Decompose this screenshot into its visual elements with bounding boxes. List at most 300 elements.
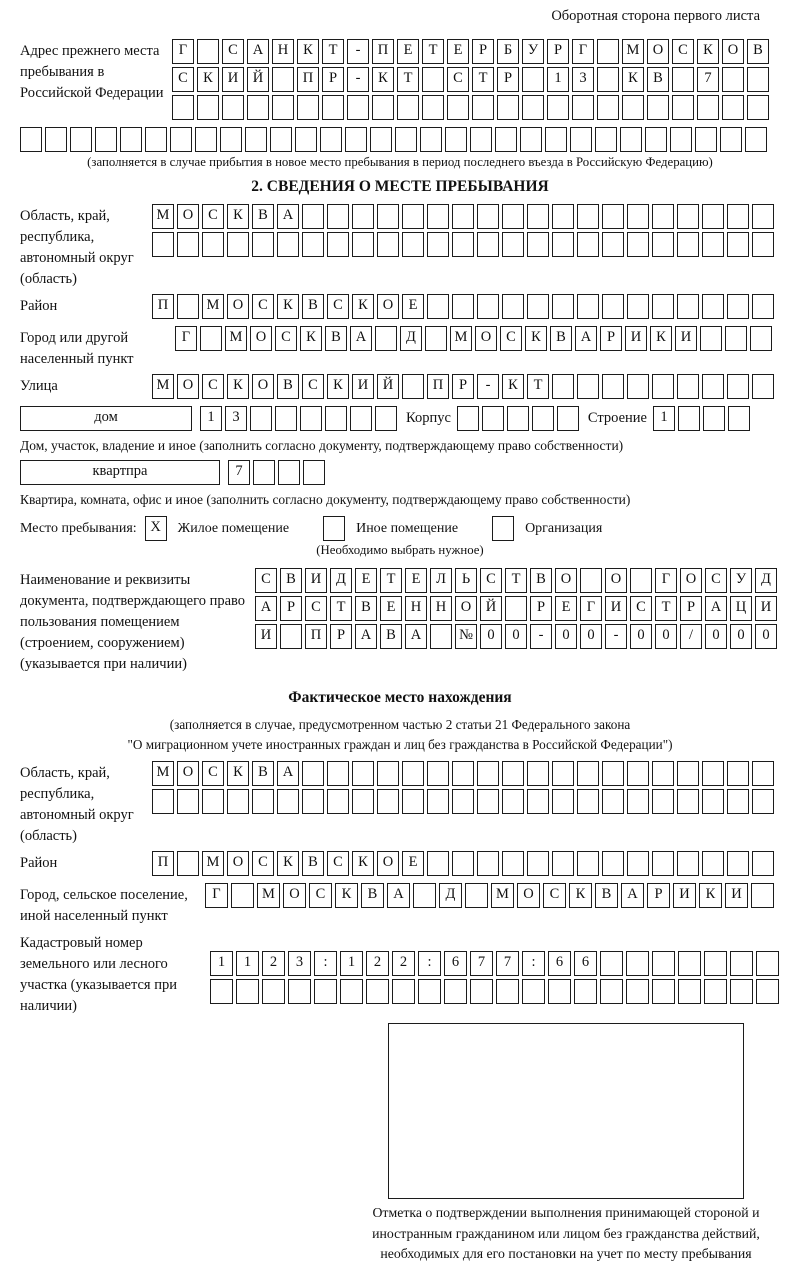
char-cell[interactable] [602,204,624,229]
char-cell[interactable]: И [673,883,696,908]
char-cell[interactable] [452,232,474,257]
char-cell[interactable] [302,204,324,229]
char-cell[interactable] [620,127,642,152]
char-cell[interactable]: В [595,883,618,908]
char-cell[interactable] [527,789,549,814]
char-cell[interactable]: 1 [547,67,569,92]
char-cell[interactable]: В [280,568,302,593]
char-cell[interactable]: О [475,326,497,351]
char-cell[interactable] [227,789,249,814]
char-cell[interactable]: 0 [730,624,752,649]
char-cell[interactable]: Т [422,39,444,64]
char-cell[interactable]: М [152,761,174,786]
char-cell[interactable]: 0 [655,624,677,649]
char-cell[interactable]: С [222,39,244,64]
stay-type-checkbox-other[interactable] [323,516,345,541]
char-cell[interactable] [314,979,337,1004]
char-cell[interactable] [652,951,675,976]
char-cell[interactable] [745,127,767,152]
char-cell[interactable] [730,951,753,976]
char-cell[interactable]: О [250,326,272,351]
char-cell[interactable]: О [605,568,627,593]
char-cell[interactable] [377,204,399,229]
char-cell[interactable]: И [725,883,748,908]
char-cell[interactable]: Ь [455,568,477,593]
char-cell[interactable]: Г [572,39,594,64]
char-cell[interactable]: М [152,374,174,399]
char-cell[interactable] [678,951,701,976]
char-cell[interactable] [577,761,599,786]
char-cell[interactable] [425,326,447,351]
char-cell[interactable]: Т [655,596,677,621]
char-cell[interactable] [677,789,699,814]
char-cell[interactable]: Г [580,596,602,621]
char-cell[interactable] [352,789,374,814]
char-cell[interactable]: Е [555,596,577,621]
char-cell[interactable] [170,127,192,152]
char-cell[interactable]: А [255,596,277,621]
char-cell[interactable]: К [699,883,722,908]
char-cell[interactable]: 2 [366,951,389,976]
char-cell[interactable]: В [252,204,274,229]
char-cell[interactable] [327,232,349,257]
char-cell[interactable]: Е [405,568,427,593]
char-cell[interactable] [202,789,224,814]
char-cell[interactable]: М [450,326,472,351]
char-cell[interactable] [752,294,774,319]
char-cell[interactable] [430,624,452,649]
char-cell[interactable] [172,95,194,120]
char-cell[interactable] [325,406,347,431]
char-cell[interactable]: В [302,294,324,319]
char-cell[interactable] [750,326,772,351]
char-cell[interactable] [120,127,142,152]
char-cell[interactable] [672,67,694,92]
char-cell[interactable] [552,374,574,399]
char-cell[interactable] [522,67,544,92]
char-cell[interactable] [595,127,617,152]
char-cell[interactable]: А [575,326,597,351]
char-cell[interactable]: О [555,568,577,593]
char-cell[interactable] [577,789,599,814]
char-cell[interactable] [445,127,467,152]
char-cell[interactable]: С [327,294,349,319]
char-cell[interactable] [577,204,599,229]
char-cell[interactable]: С [275,326,297,351]
char-cell[interactable]: О [177,761,199,786]
char-cell[interactable]: Т [397,67,419,92]
char-cell[interactable] [452,789,474,814]
char-cell[interactable]: С [480,568,502,593]
char-cell[interactable] [520,127,542,152]
char-cell[interactable] [422,95,444,120]
char-cell[interactable]: О [227,851,249,876]
char-cell[interactable] [177,789,199,814]
char-cell[interactable] [670,127,692,152]
char-cell[interactable] [627,232,649,257]
char-cell[interactable]: И [222,67,244,92]
char-cell[interactable] [277,232,299,257]
char-cell[interactable] [727,232,749,257]
char-cell[interactable] [210,979,233,1004]
char-cell[interactable]: К [352,851,374,876]
char-cell[interactable]: К [569,883,592,908]
char-cell[interactable] [427,294,449,319]
char-cell[interactable]: 3 [572,67,594,92]
char-cell[interactable] [627,204,649,229]
char-cell[interactable]: К [297,39,319,64]
char-cell[interactable] [502,232,524,257]
char-cell[interactable] [377,232,399,257]
char-cell[interactable]: С [447,67,469,92]
char-cell[interactable]: Р [322,67,344,92]
char-cell[interactable] [756,979,779,1004]
char-cell[interactable] [602,232,624,257]
char-cell[interactable]: 7 [470,951,493,976]
char-cell[interactable]: О [177,204,199,229]
char-cell[interactable]: О [177,374,199,399]
char-cell[interactable]: К [525,326,547,351]
char-cell[interactable]: К [277,851,299,876]
char-cell[interactable] [727,851,749,876]
char-cell[interactable] [345,127,367,152]
char-cell[interactable] [572,95,594,120]
char-cell[interactable]: 0 [705,624,727,649]
char-cell[interactable]: И [625,326,647,351]
char-cell[interactable] [427,851,449,876]
char-cell[interactable] [413,883,436,908]
char-cell[interactable]: 0 [505,624,527,649]
char-cell[interactable] [695,127,717,152]
char-cell[interactable]: В [550,326,572,351]
char-cell[interactable] [152,232,174,257]
char-cell[interactable] [747,95,769,120]
char-cell[interactable] [275,406,297,431]
char-cell[interactable]: Р [530,596,552,621]
char-cell[interactable] [470,127,492,152]
char-cell[interactable] [302,789,324,814]
char-cell[interactable] [202,232,224,257]
char-cell[interactable]: 7 [697,67,719,92]
char-cell[interactable] [502,761,524,786]
char-cell[interactable] [547,95,569,120]
char-cell[interactable] [70,127,92,152]
char-cell[interactable] [197,95,219,120]
char-cell[interactable]: В [361,883,384,908]
char-cell[interactable] [678,979,701,1004]
char-cell[interactable] [295,127,317,152]
char-cell[interactable] [727,761,749,786]
char-cell[interactable]: Т [380,568,402,593]
char-cell[interactable] [548,979,571,1004]
char-cell[interactable]: Г [172,39,194,64]
char-cell[interactable] [288,979,311,1004]
char-cell[interactable] [452,761,474,786]
char-cell[interactable] [527,204,549,229]
char-cell[interactable] [622,95,644,120]
char-cell[interactable] [602,294,624,319]
char-cell[interactable] [327,204,349,229]
char-cell[interactable] [652,232,674,257]
char-cell[interactable]: К [300,326,322,351]
char-cell[interactable]: И [605,596,627,621]
char-cell[interactable] [477,789,499,814]
char-cell[interactable] [645,127,667,152]
char-cell[interactable] [627,294,649,319]
char-cell[interactable] [597,39,619,64]
char-cell[interactable] [272,67,294,92]
char-cell[interactable] [303,460,325,485]
char-cell[interactable] [720,127,742,152]
char-cell[interactable]: П [152,294,174,319]
char-cell[interactable]: - [347,67,369,92]
char-cell[interactable]: К [372,67,394,92]
char-cell[interactable]: К [335,883,358,908]
char-cell[interactable] [252,789,274,814]
char-cell[interactable]: Р [547,39,569,64]
char-cell[interactable] [627,789,649,814]
char-cell[interactable] [527,294,549,319]
char-cell[interactable] [522,95,544,120]
char-cell[interactable] [395,127,417,152]
confirmation-mark-box[interactable] [388,1023,744,1199]
char-cell[interactable] [752,232,774,257]
char-cell[interactable]: Л [430,568,452,593]
char-cell[interactable] [527,761,549,786]
char-cell[interactable]: К [227,374,249,399]
char-cell[interactable]: : [418,951,441,976]
char-cell[interactable] [752,204,774,229]
char-cell[interactable] [392,979,415,1004]
char-cell[interactable]: Б [497,39,519,64]
char-cell[interactable] [457,406,479,431]
char-cell[interactable] [477,851,499,876]
char-cell[interactable] [375,406,397,431]
char-cell[interactable]: В [277,374,299,399]
char-cell[interactable] [444,979,467,1004]
char-cell[interactable]: С [543,883,566,908]
char-cell[interactable] [300,406,322,431]
char-cell[interactable]: 0 [630,624,652,649]
char-cell[interactable] [702,851,724,876]
char-cell[interactable] [277,789,299,814]
char-cell[interactable]: С [305,596,327,621]
char-cell[interactable]: С [202,761,224,786]
char-cell[interactable] [502,204,524,229]
char-cell[interactable]: О [517,883,540,908]
char-cell[interactable] [427,761,449,786]
char-cell[interactable]: Н [430,596,452,621]
char-cell[interactable]: Е [380,596,402,621]
char-cell[interactable] [327,761,349,786]
char-cell[interactable] [470,979,493,1004]
char-cell[interactable]: А [247,39,269,64]
char-cell[interactable] [574,979,597,1004]
char-cell[interactable]: Т [505,568,527,593]
char-cell[interactable]: С [705,568,727,593]
char-cell[interactable] [626,979,649,1004]
char-cell[interactable] [472,95,494,120]
char-cell[interactable]: Й [377,374,399,399]
char-cell[interactable] [507,406,529,431]
char-cell[interactable] [320,127,342,152]
char-cell[interactable]: 6 [444,951,467,976]
char-cell[interactable]: В [530,568,552,593]
char-cell[interactable]: Р [330,624,352,649]
char-cell[interactable]: Т [330,596,352,621]
char-cell[interactable] [722,67,744,92]
char-cell[interactable]: К [327,374,349,399]
char-cell[interactable]: Н [272,39,294,64]
char-cell[interactable] [677,761,699,786]
char-cell[interactable]: А [277,761,299,786]
char-cell[interactable]: В [380,624,402,649]
char-cell[interactable]: М [202,294,224,319]
char-cell[interactable]: В [355,596,377,621]
char-cell[interactable]: 2 [392,951,415,976]
char-cell[interactable] [602,761,624,786]
char-cell[interactable]: П [152,851,174,876]
char-cell[interactable] [577,374,599,399]
char-cell[interactable]: - [347,39,369,64]
char-cell[interactable] [370,127,392,152]
char-cell[interactable] [577,232,599,257]
char-cell[interactable]: А [621,883,644,908]
char-cell[interactable]: О [647,39,669,64]
char-cell[interactable] [552,232,574,257]
char-cell[interactable] [552,294,574,319]
char-cell[interactable]: Т [527,374,549,399]
char-cell[interactable] [45,127,67,152]
char-cell[interactable] [725,326,747,351]
char-cell[interactable] [505,596,527,621]
char-cell[interactable] [552,851,574,876]
stay-type-checkbox-organization[interactable] [492,516,514,541]
char-cell[interactable] [700,326,722,351]
char-cell[interactable] [278,460,300,485]
char-cell[interactable] [552,204,574,229]
char-cell[interactable]: С [309,883,332,908]
char-cell[interactable]: 7 [228,460,250,485]
char-cell[interactable] [652,851,674,876]
char-cell[interactable]: Й [247,67,269,92]
char-cell[interactable]: Р [680,596,702,621]
char-cell[interactable] [570,127,592,152]
char-cell[interactable]: 3 [288,951,311,976]
char-cell[interactable] [727,294,749,319]
char-cell[interactable] [602,789,624,814]
char-cell[interactable] [465,883,488,908]
char-cell[interactable] [280,624,302,649]
char-cell[interactable] [197,39,219,64]
char-cell[interactable]: Г [175,326,197,351]
char-cell[interactable]: Р [497,67,519,92]
char-cell[interactable]: К [227,204,249,229]
char-cell[interactable]: В [252,761,274,786]
char-cell[interactable]: - [530,624,552,649]
char-cell[interactable]: П [372,39,394,64]
char-cell[interactable] [522,979,545,1004]
char-cell[interactable] [697,95,719,120]
char-cell[interactable] [477,204,499,229]
char-cell[interactable]: 0 [480,624,502,649]
char-cell[interactable] [704,951,727,976]
char-cell[interactable] [377,761,399,786]
char-cell[interactable]: 7 [496,951,519,976]
char-cell[interactable] [627,851,649,876]
char-cell[interactable] [152,789,174,814]
char-cell[interactable] [747,67,769,92]
char-cell[interactable]: К [197,67,219,92]
char-cell[interactable] [95,127,117,152]
char-cell[interactable]: Е [397,39,419,64]
char-cell[interactable] [602,374,624,399]
char-cell[interactable]: М [622,39,644,64]
char-cell[interactable]: 0 [580,624,602,649]
char-cell[interactable]: И [255,624,277,649]
char-cell[interactable]: М [202,851,224,876]
char-cell[interactable] [270,127,292,152]
char-cell[interactable] [597,95,619,120]
char-cell[interactable] [377,789,399,814]
char-cell[interactable]: О [252,374,274,399]
char-cell[interactable] [427,789,449,814]
char-cell[interactable]: Р [472,39,494,64]
char-cell[interactable] [532,406,554,431]
char-cell[interactable]: Р [280,596,302,621]
char-cell[interactable]: А [355,624,377,649]
char-cell[interactable]: : [314,951,337,976]
char-cell[interactable]: П [427,374,449,399]
char-cell[interactable] [350,406,372,431]
char-cell[interactable] [262,979,285,1004]
char-cell[interactable]: Т [322,39,344,64]
char-cell[interactable] [177,232,199,257]
char-cell[interactable] [647,95,669,120]
char-cell[interactable]: № [455,624,477,649]
char-cell[interactable]: С [172,67,194,92]
char-cell[interactable]: Н [405,596,427,621]
char-cell[interactable] [727,204,749,229]
char-cell[interactable]: И [675,326,697,351]
char-cell[interactable] [352,204,374,229]
house-type-box[interactable]: дом [20,406,192,431]
char-cell[interactable] [222,95,244,120]
char-cell[interactable] [702,232,724,257]
char-cell[interactable] [250,406,272,431]
char-cell[interactable]: 6 [574,951,597,976]
char-cell[interactable] [652,789,674,814]
char-cell[interactable]: С [255,568,277,593]
char-cell[interactable] [495,127,517,152]
char-cell[interactable] [497,95,519,120]
char-cell[interactable] [652,204,674,229]
char-cell[interactable]: 2 [262,951,285,976]
char-cell[interactable]: Д [400,326,422,351]
char-cell[interactable]: Р [647,883,670,908]
char-cell[interactable] [247,95,269,120]
char-cell[interactable]: А [387,883,410,908]
char-cell[interactable]: Р [452,374,474,399]
char-cell[interactable]: Й [480,596,502,621]
char-cell[interactable] [302,232,324,257]
char-cell[interactable] [752,761,774,786]
char-cell[interactable]: Е [355,568,377,593]
char-cell[interactable] [347,95,369,120]
char-cell[interactable]: К [697,39,719,64]
char-cell[interactable]: С [302,374,324,399]
char-cell[interactable] [253,460,275,485]
